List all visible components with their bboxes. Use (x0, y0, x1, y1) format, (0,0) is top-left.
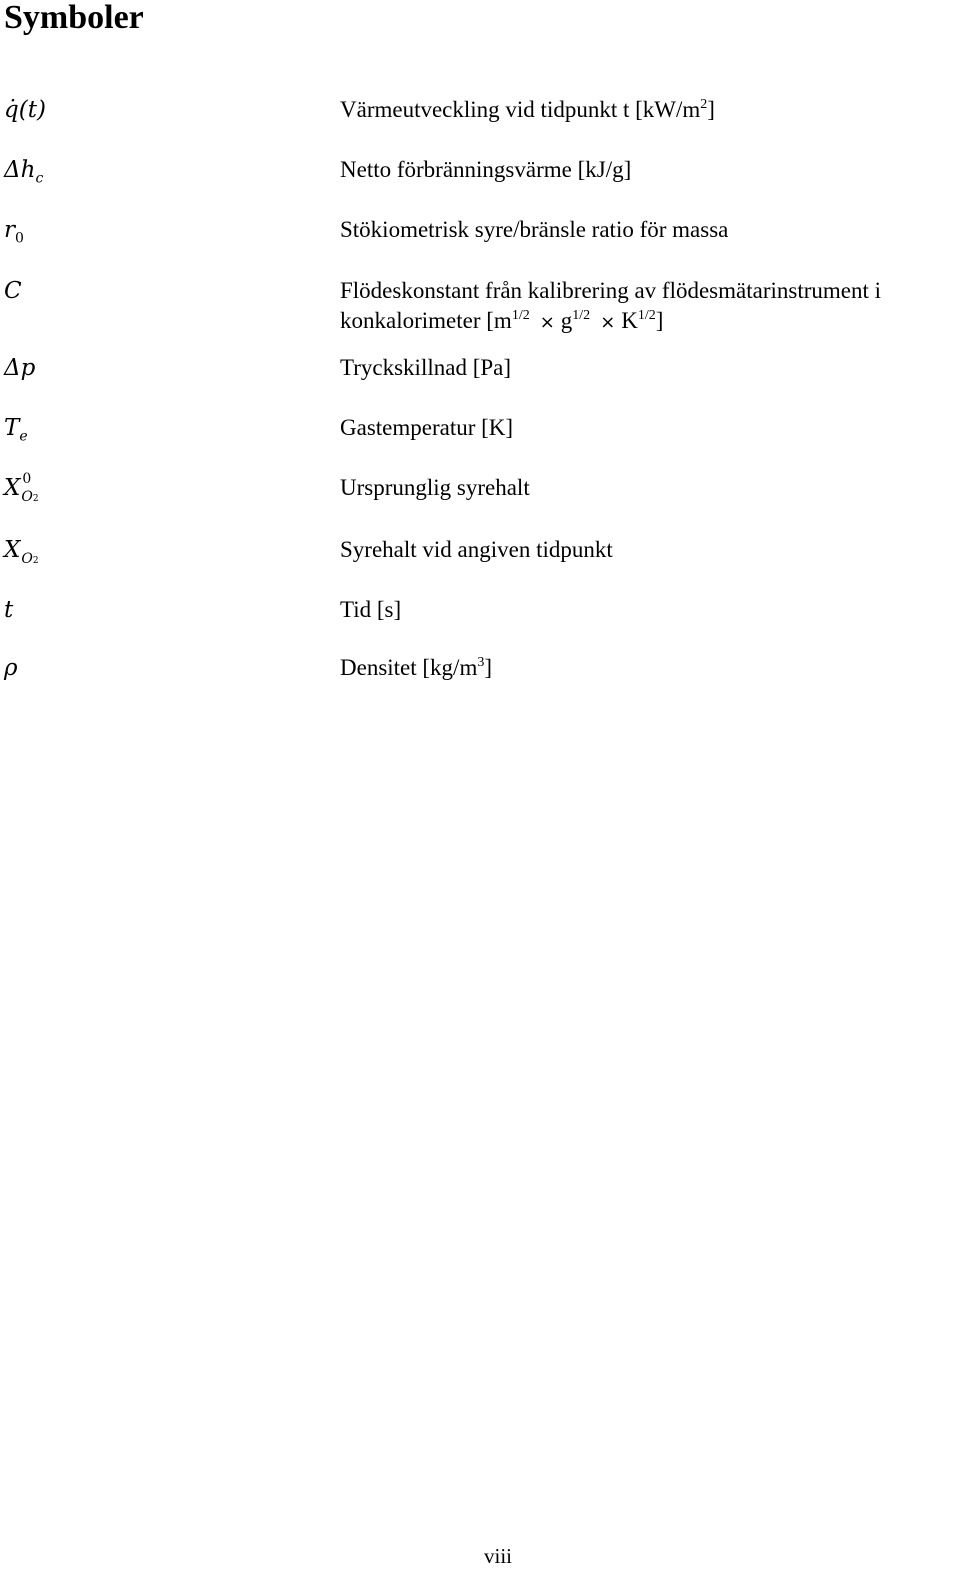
symbol-x-o2: X O2 (4, 537, 39, 567)
symbol-t: t (4, 597, 14, 623)
symbol-delta-h-c: $\Delta h_c$ (4, 157, 44, 187)
symbol-rho: ρ (4, 655, 18, 681)
symbol-description: Stökiometrisk syre/bränsle ratio för massa (340, 217, 729, 242)
symbol-description: Flödeskonstant från kalibrering av flödesmätarinstrument i konkalorimeter $[m^{1/2} \times g^{1/2} \times K^{1/2}]$ (340, 278, 882, 333)
symbol-delta-p: Δp (4, 355, 36, 381)
symbol-description: Netto förbränningsvärme [kJ/g] (340, 157, 632, 182)
symbol-q-dot: q̇(t) (4, 97, 46, 123)
symbol-description: Syrehalt vid angiven tidpunkt (340, 537, 613, 562)
symbol-description: Tryckskillnad [Pa] (340, 355, 512, 380)
page-title: Symboler (4, 0, 144, 36)
symbol-description: Gastemperatur [K] (340, 415, 514, 440)
symbol-t-e: $T_e$ (4, 415, 28, 445)
page-number: viii (483, 1544, 512, 1568)
symbol-r0: $r_0$ (4, 217, 24, 247)
symbol-description: Tid [s] (340, 597, 402, 622)
symbol-description: Ursprunglig syrehalt (340, 475, 530, 500)
symbol-description: Densitet $[kg/m^3]$ (340, 655, 493, 680)
symbol-c: C (4, 278, 22, 304)
symbol-description: Värmeutveckling vid tidpunkt t $[kW/m^2]$ (340, 97, 715, 122)
symbol-x-o2-initial: X 0 O2 (4, 471, 39, 505)
